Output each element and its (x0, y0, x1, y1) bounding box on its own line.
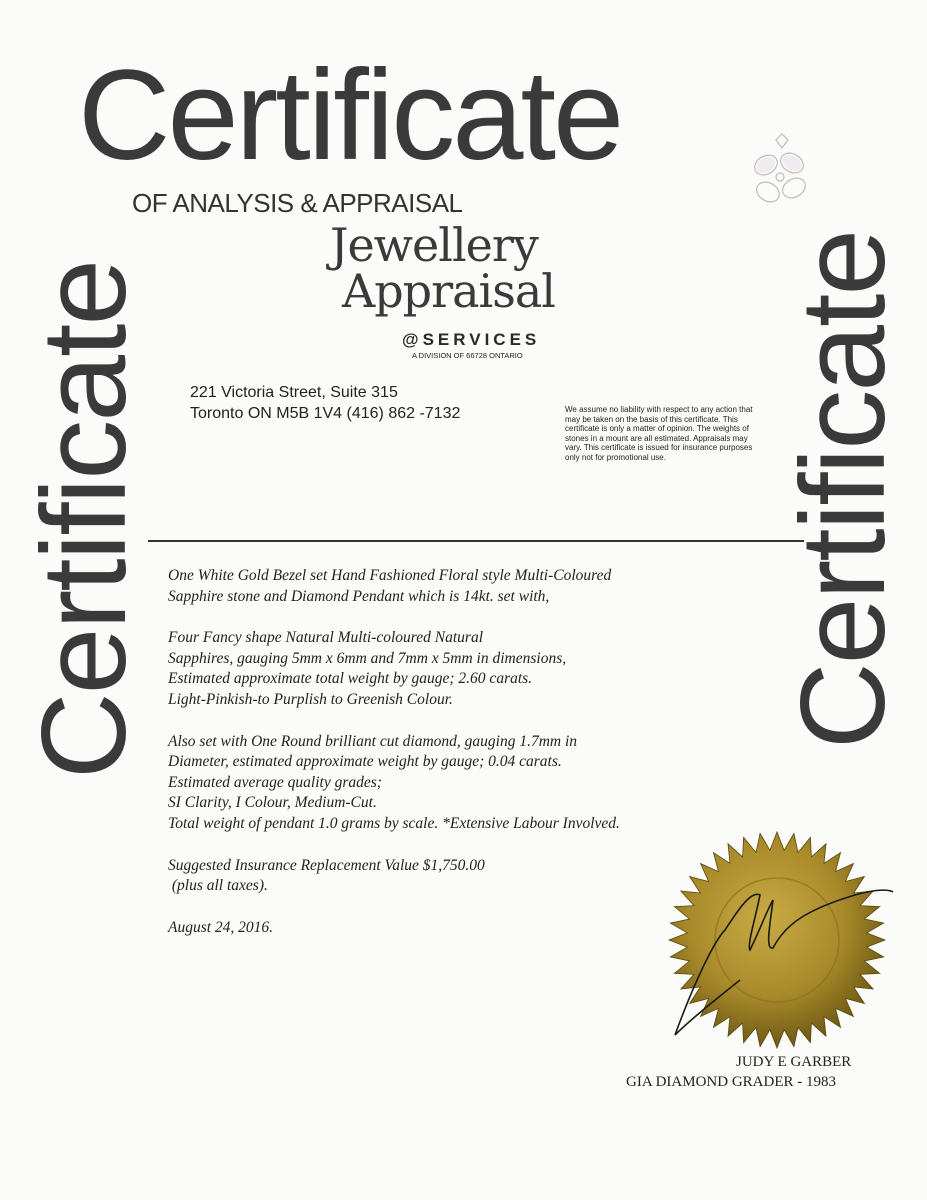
brand-name-appraisal: Appraisal (342, 264, 555, 318)
description-line: Sapphire stone and Diamond Pendant which is 14kt. set with, (168, 587, 550, 605)
brand-services: @SERVICES (402, 330, 541, 349)
description-paragraph-3 (168, 732, 748, 835)
side-certificate-left: Certificate (17, 260, 151, 780)
side-certificate-right: Certificate (776, 230, 910, 750)
description-line: SI Clarity, I Colour, Medium-Cut. (168, 794, 377, 812)
date-line: August 24, 2016. (168, 918, 274, 936)
description-paragraph-2 (168, 628, 748, 710)
divider-line (148, 540, 804, 542)
address-line-1: 221 Victoria Street, Suite 315 (190, 384, 398, 401)
description-line: Also set with One Round brilliant cut diamond, gauging 1.7mm in (168, 732, 578, 750)
description-line: Diameter, estimated approximate weight by gauge; 0.04 carats. (168, 753, 562, 771)
description-line: One White Gold Bezel set Hand Fashioned Floral style Multi-Coloured (168, 567, 612, 584)
description-line: Estimated average quality grades; (168, 773, 382, 791)
brand-division: A DIVISION OF 66728 ONTARIO (412, 351, 523, 360)
description-paragraph-1 (168, 566, 748, 607)
appraiser-name: JUDY E GARBER (736, 1054, 852, 1070)
description-line: Sapphires, gauging 5mm x 6mm and 7mm x 5mm in dimensions, (168, 649, 567, 667)
certificate-subtitle: OF ANALYSIS & APPRAISAL (132, 188, 463, 218)
description-line: Suggested Insurance Replacement Value $1,750.00 (168, 856, 485, 874)
gem-pendant-icon (746, 130, 816, 225)
brand-name-jewellery: Jewellery (330, 218, 538, 272)
appraiser-title: GIA DIAMOND GRADER - 1983 (626, 1074, 836, 1090)
address-line-2: Toronto ON M5B 1V4 (416) 862 -7132 (190, 405, 461, 422)
description-line: Total weight of pendant 1.0 grams by scale. *Extensive Labour Involved. (168, 814, 620, 832)
gold-seal-icon (655, 830, 895, 1060)
liability-disclaimer: We assume no liability with respect to any action that may be taken on the basis of this certificate. This certificate is only a matter of opinion. The weights of stones in a mount are all estimated. Appraisals may vary. This certificate is issued for insurance purposes only not for promotional use. (565, 405, 753, 462)
description-line: (plus all taxes). (168, 877, 268, 895)
description-line: Four Fancy shape Natural Multi-coloured Natural (168, 629, 483, 647)
description-line: Light-Pinkish-to Purplish to Greenish Colour. (168, 690, 453, 708)
description-line: Estimated approximate total weight by gauge; 2.60 carats. (168, 670, 533, 688)
certificate-title: Certificate (78, 44, 622, 187)
